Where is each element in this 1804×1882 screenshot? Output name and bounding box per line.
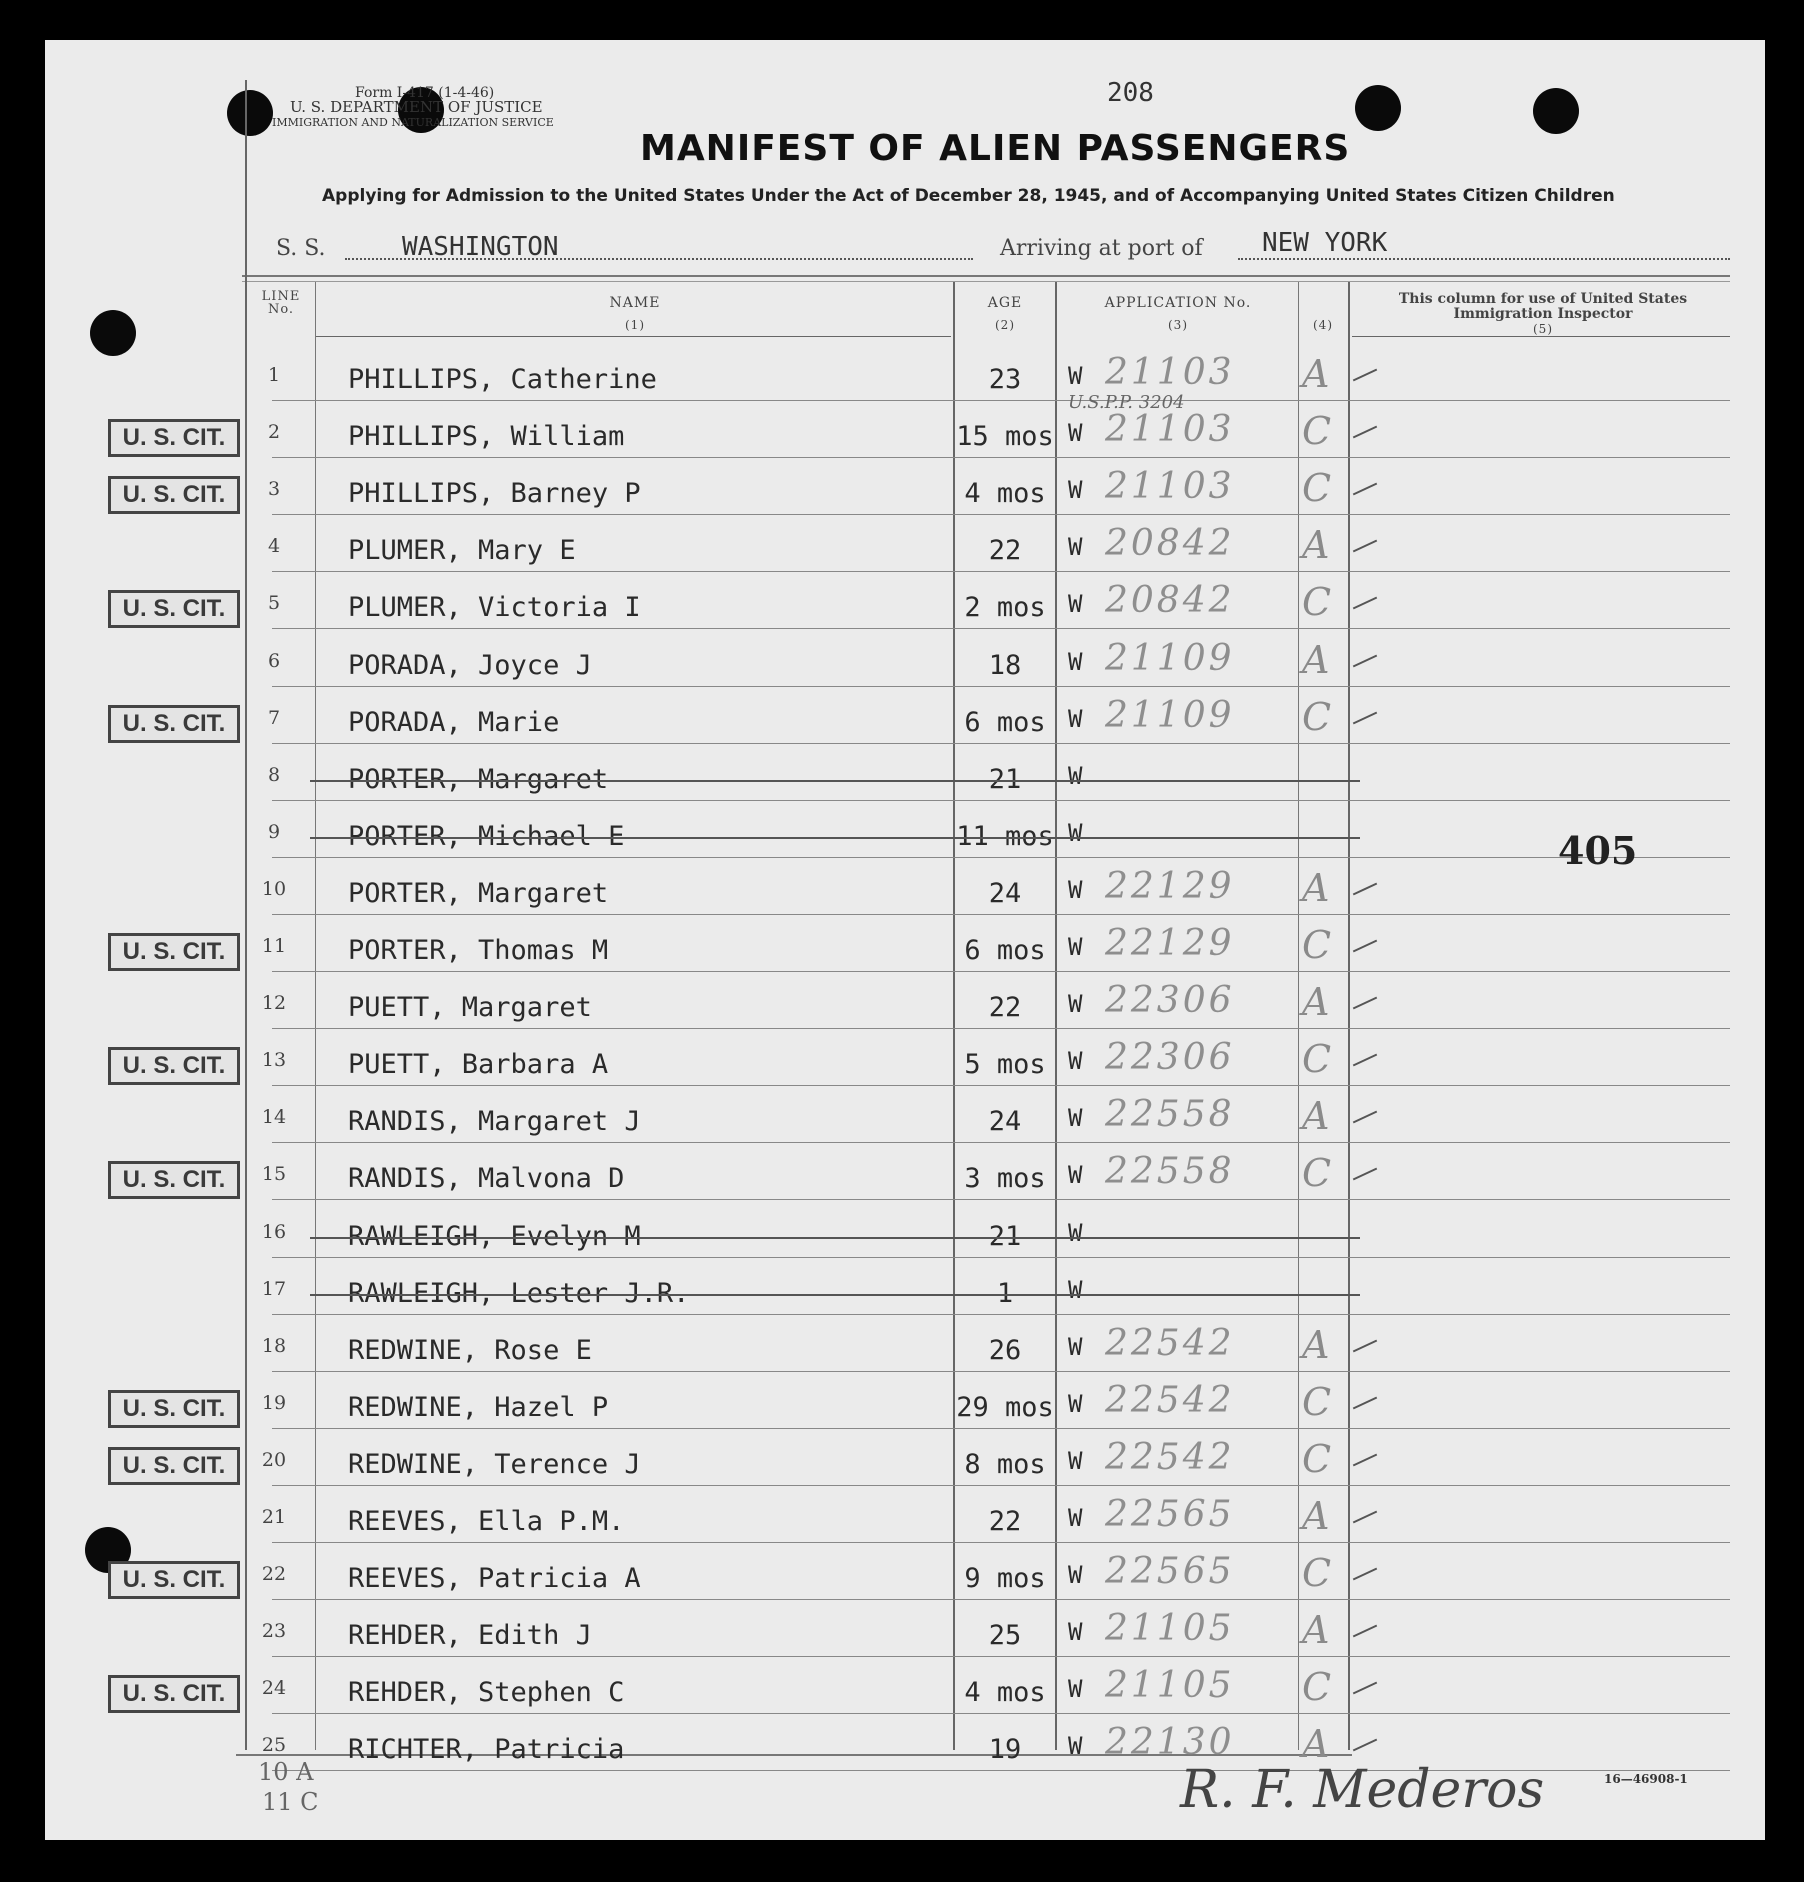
- row-rule: [272, 743, 1730, 744]
- class-code: A: [1302, 866, 1330, 910]
- application-prefix: W: [1068, 648, 1083, 676]
- passenger-name: REDWINE, Hazel P: [348, 1392, 609, 1423]
- line-number: 4: [267, 535, 281, 557]
- passenger-name: PORADA, Marie: [348, 707, 560, 738]
- passenger-name: REHDER, Edith J: [348, 1620, 592, 1651]
- passenger-age: 15 mos: [956, 421, 1054, 452]
- class-code: A: [1302, 1323, 1330, 1367]
- class-code: A: [1302, 523, 1330, 567]
- service-label: IMMIGRATION AND NATURALIZATION SERVICE: [272, 116, 554, 129]
- ship-name: WASHINGTON: [402, 232, 559, 262]
- passenger-name: REDWINE, Terence J: [348, 1449, 641, 1480]
- passenger-age: 1: [996, 1278, 1014, 1309]
- port-label: Arriving at port of: [1000, 236, 1203, 261]
- name-header-num: (1): [625, 318, 645, 332]
- passenger-age: 5 mos: [964, 1049, 1046, 1080]
- page-number: 208: [1107, 78, 1154, 108]
- class-code: C: [1302, 1551, 1332, 1595]
- row-rule: [272, 1599, 1730, 1600]
- passenger-age: 22: [988, 1506, 1022, 1537]
- inspector-header-num: (5): [1533, 322, 1553, 336]
- application-header-num: (3): [1168, 318, 1188, 332]
- row-rule: [272, 857, 1730, 858]
- application-prefix: W: [1068, 1447, 1083, 1475]
- row-rule: [272, 971, 1730, 972]
- us-citizen-stamp: U. S. CIT.: [108, 590, 240, 628]
- line-number: 7: [267, 707, 281, 729]
- application-header: APPLICATION No.: [1104, 295, 1252, 311]
- us-citizen-stamp: U. S. CIT.: [108, 933, 240, 971]
- class-code: A: [1302, 1608, 1330, 1652]
- passenger-name: RICHTER, Patricia: [348, 1734, 625, 1765]
- passenger-name: REHDER, Stephen C: [348, 1677, 625, 1708]
- punch-hole: [1533, 88, 1579, 134]
- row-rule: [272, 1485, 1730, 1486]
- row-rule: [272, 571, 1730, 572]
- passenger-age: 4 mos: [964, 478, 1046, 509]
- line-number: 15: [261, 1163, 287, 1185]
- application-prefix: W: [1068, 476, 1083, 504]
- row-rule: [272, 686, 1730, 687]
- application-number: 22558: [1105, 1094, 1235, 1135]
- class-code: C: [1302, 580, 1332, 624]
- line-number: 10: [261, 878, 287, 900]
- application-number: 22542: [1105, 1380, 1235, 1421]
- line-number: 19: [261, 1392, 287, 1414]
- passenger-name: RAWLEIGH, Evelyn M: [348, 1221, 641, 1252]
- application-number: 22306: [1105, 980, 1235, 1021]
- application-prefix: W: [1068, 1732, 1083, 1760]
- application-prefix: W: [1068, 590, 1083, 618]
- line-number: 23: [261, 1620, 287, 1642]
- passenger-age: 21: [988, 764, 1022, 795]
- line-number: 25: [261, 1734, 287, 1756]
- passenger-age: 4 mos: [964, 1677, 1046, 1708]
- application-prefix: W: [1068, 762, 1083, 790]
- passenger-age: 3 mos: [964, 1163, 1046, 1194]
- row-rule: [272, 1257, 1730, 1258]
- ship-label: S. S.: [276, 236, 326, 261]
- row-rule: [272, 800, 1730, 801]
- passenger-age: 24: [988, 878, 1022, 909]
- line-number: 21: [261, 1506, 287, 1528]
- application-prefix: W: [1068, 819, 1083, 847]
- passenger-age: 21: [988, 1221, 1022, 1252]
- passenger-name: PORTER, Michael E: [348, 821, 625, 852]
- passenger-age: 18: [988, 650, 1022, 681]
- strike-through-line: [310, 780, 1360, 782]
- line-number: 17: [261, 1278, 287, 1300]
- class-code: C: [1302, 1037, 1332, 1081]
- row-rule: [272, 1713, 1730, 1714]
- passenger-age: 22: [988, 992, 1022, 1023]
- row-rule: [272, 1199, 1730, 1200]
- passenger-age: 19: [988, 1734, 1022, 1765]
- row-rule: [272, 1371, 1730, 1372]
- passenger-age: 8 mos: [964, 1449, 1046, 1480]
- strike-through-line: [310, 1294, 1360, 1296]
- header-underline: [316, 336, 951, 337]
- strike-through-line: [310, 1237, 1360, 1239]
- page-subtitle: Applying for Admission to the United States Under the Act of December 28, 1945, and of Accompanying United States Citizen Children: [322, 186, 1615, 206]
- strike-through-line: [310, 837, 1360, 839]
- us-citizen-stamp: U. S. CIT.: [108, 1561, 240, 1599]
- application-number: 22565: [1105, 1494, 1235, 1535]
- application-prefix: W: [1068, 533, 1083, 561]
- passenger-age: 22: [988, 535, 1022, 566]
- class-code: C: [1302, 1380, 1332, 1424]
- print-code: 16—46908-1: [1604, 1772, 1688, 1786]
- application-prefix: W: [1068, 362, 1083, 390]
- us-citizen-stamp: U. S. CIT.: [108, 1447, 240, 1485]
- line-number: 5: [267, 592, 281, 614]
- row-rule: [272, 1542, 1730, 1543]
- us-citizen-stamp: U. S. CIT.: [108, 705, 240, 743]
- passenger-name: PHILLIPS, Catherine: [348, 364, 657, 395]
- row-rule: [272, 514, 1730, 515]
- passenger-name: PHILLIPS, Barney P: [348, 478, 641, 509]
- passenger-age: 23: [988, 364, 1022, 395]
- application-prefix: W: [1068, 876, 1083, 904]
- application-prefix: W: [1068, 1161, 1083, 1189]
- application-prefix: W: [1068, 1390, 1083, 1418]
- class-code: A: [1302, 352, 1330, 396]
- line-number: 2: [267, 421, 281, 443]
- line-number: 9: [267, 821, 281, 843]
- row-rule: [272, 914, 1730, 915]
- application-prefix: W: [1068, 1561, 1083, 1589]
- us-citizen-stamp: U. S. CIT.: [108, 1390, 240, 1428]
- application-number: 21103: [1105, 352, 1235, 393]
- row-rule: [272, 1314, 1730, 1315]
- class-code: C: [1302, 923, 1332, 967]
- port-name-underline: [1238, 258, 1730, 260]
- page-title: MANIFEST OF ALIEN PASSENGERS: [640, 128, 1351, 169]
- application-number: 21109: [1105, 638, 1235, 679]
- application-number: 20842: [1105, 523, 1235, 564]
- application-prefix: W: [1068, 1504, 1083, 1532]
- application-prefix: W: [1068, 1219, 1083, 1247]
- line-number: 12: [261, 992, 287, 1014]
- table-top-rule-inner: [242, 281, 1730, 282]
- column-divider: [315, 282, 316, 1750]
- passenger-count: 405: [1558, 828, 1638, 873]
- application-prefix: W: [1068, 419, 1083, 447]
- us-citizen-stamp: U. S. CIT.: [108, 419, 240, 457]
- passenger-name: RANDIS, Margaret J: [348, 1106, 641, 1137]
- passenger-name: PUETT, Margaret: [348, 992, 592, 1023]
- class-code: A: [1302, 1094, 1330, 1138]
- application-number: 21109: [1105, 695, 1235, 736]
- row-rule: [272, 1028, 1730, 1029]
- line-number: 13: [261, 1049, 287, 1071]
- us-citizen-stamp: U. S. CIT.: [108, 1675, 240, 1713]
- class-code: C: [1302, 1665, 1332, 1709]
- us-citizen-stamp: U. S. CIT.: [108, 1161, 240, 1199]
- inspector-signature: R. F. Mederos: [1180, 1760, 1545, 1820]
- application-number: 22129: [1105, 923, 1235, 964]
- class-code: A: [1302, 1494, 1330, 1538]
- row-rule: [272, 1085, 1730, 1086]
- passenger-name: RAWLEIGH, Lester J.R.: [348, 1278, 690, 1309]
- passenger-age: 6 mos: [964, 707, 1046, 738]
- name-header: NAME: [609, 295, 661, 311]
- passenger-name: PORTER, Margaret: [348, 878, 609, 909]
- passenger-name: PORADA, Joyce J: [348, 650, 592, 681]
- passport-note: U.S.P.P. 3204: [1068, 392, 1185, 413]
- application-number: 22306: [1105, 1037, 1235, 1078]
- passenger-age: 26: [988, 1335, 1022, 1366]
- class-code: C: [1302, 1437, 1332, 1481]
- application-prefix: W: [1068, 1618, 1083, 1646]
- passenger-name: PORTER, Margaret: [348, 764, 609, 795]
- class-code: A: [1302, 1722, 1330, 1766]
- passenger-name: PLUMER, Mary E: [348, 535, 576, 566]
- line-number: 16: [261, 1221, 287, 1243]
- class-code: C: [1302, 695, 1332, 739]
- application-prefix: W: [1068, 933, 1083, 961]
- table-top-rule: [242, 275, 1730, 277]
- passenger-age: 24: [988, 1106, 1022, 1137]
- class-code: A: [1302, 638, 1330, 682]
- line-number: 3: [267, 478, 281, 500]
- passenger-name: PORTER, Thomas M: [348, 935, 609, 966]
- inspector-header: This column for use of United States Immigration Inspector: [1398, 291, 1688, 322]
- passenger-name: PLUMER, Victoria I: [348, 592, 641, 623]
- col4-header-num: (4): [1313, 318, 1333, 332]
- line-number: 6: [267, 650, 281, 672]
- line-number: 20: [261, 1449, 287, 1471]
- punch-hole: [227, 90, 273, 136]
- punch-hole: [90, 310, 136, 356]
- port-name: NEW YORK: [1262, 228, 1388, 258]
- application-prefix: W: [1068, 705, 1083, 733]
- passenger-age: 6 mos: [964, 935, 1046, 966]
- row-rule: [272, 628, 1730, 629]
- application-prefix: W: [1068, 990, 1083, 1018]
- passenger-name: RANDIS, Malvona D: [348, 1163, 625, 1194]
- passenger-name: REEVES, Patricia A: [348, 1563, 641, 1594]
- age-header-num: (2): [995, 318, 1015, 332]
- application-number: 21105: [1105, 1665, 1235, 1706]
- passenger-name: REDWINE, Rose E: [348, 1335, 592, 1366]
- application-number: 22565: [1105, 1551, 1235, 1592]
- application-prefix: W: [1068, 1047, 1083, 1075]
- passenger-age: 29 mos: [956, 1392, 1054, 1423]
- passenger-name: PUETT, Barbara A: [348, 1049, 609, 1080]
- line-number: 11: [261, 935, 287, 957]
- row-rule: [272, 457, 1730, 458]
- class-code: C: [1302, 409, 1332, 453]
- column-divider: [1298, 282, 1299, 1750]
- left-margin-rule: [245, 80, 247, 1750]
- passenger-age: 9 mos: [964, 1563, 1046, 1594]
- application-number: 21103: [1105, 409, 1235, 450]
- line-number: 18: [261, 1335, 287, 1357]
- department-label: U. S. DEPARTMENT OF JUSTICE: [290, 98, 543, 116]
- application-number: 21103: [1105, 466, 1235, 507]
- application-prefix: W: [1068, 1333, 1083, 1361]
- row-rule: [272, 1142, 1730, 1143]
- row-rule: [272, 1656, 1730, 1657]
- passenger-name: PHILLIPS, William: [348, 421, 625, 452]
- application-number: 22542: [1105, 1437, 1235, 1478]
- passenger-name: REEVES, Ella P.M.: [348, 1506, 625, 1537]
- line-number: 1: [267, 364, 281, 386]
- passenger-age: 11 mos: [956, 821, 1054, 852]
- us-citizen-stamp: U. S. CIT.: [108, 1047, 240, 1085]
- application-number: 20842: [1105, 580, 1235, 621]
- class-code: C: [1302, 1151, 1332, 1195]
- line-number: 22: [261, 1563, 287, 1585]
- age-header: AGE: [987, 295, 1023, 311]
- line-no-header: LINE No.: [261, 289, 301, 317]
- application-number: 22129: [1105, 866, 1235, 907]
- application-prefix: W: [1068, 1675, 1083, 1703]
- passenger-age: 25: [988, 1620, 1022, 1651]
- application-prefix: W: [1068, 1104, 1083, 1132]
- row-rule: [272, 1428, 1730, 1429]
- us-citizen-stamp: U. S. CIT.: [108, 476, 240, 514]
- tally-adults: 10 A: [258, 1758, 314, 1786]
- class-code: A: [1302, 980, 1330, 1024]
- application-number: 22130: [1105, 1722, 1235, 1763]
- application-number: 21105: [1105, 1608, 1235, 1649]
- passenger-age: 2 mos: [964, 592, 1046, 623]
- line-number: 14: [261, 1106, 287, 1128]
- form-number: Form I-417 (1-4-46): [355, 85, 495, 101]
- application-prefix: W: [1068, 1276, 1083, 1304]
- ship-name-underline: [345, 258, 973, 260]
- line-number: 8: [267, 764, 281, 786]
- punch-hole: [1355, 85, 1401, 131]
- tally-children: 11 C: [262, 1788, 319, 1816]
- application-number: 22542: [1105, 1323, 1235, 1364]
- line-number: 24: [261, 1677, 287, 1699]
- class-code: C: [1302, 466, 1332, 510]
- application-number: 22558: [1105, 1151, 1235, 1192]
- row-rule: [272, 400, 1730, 401]
- column-divider: [1348, 282, 1350, 1750]
